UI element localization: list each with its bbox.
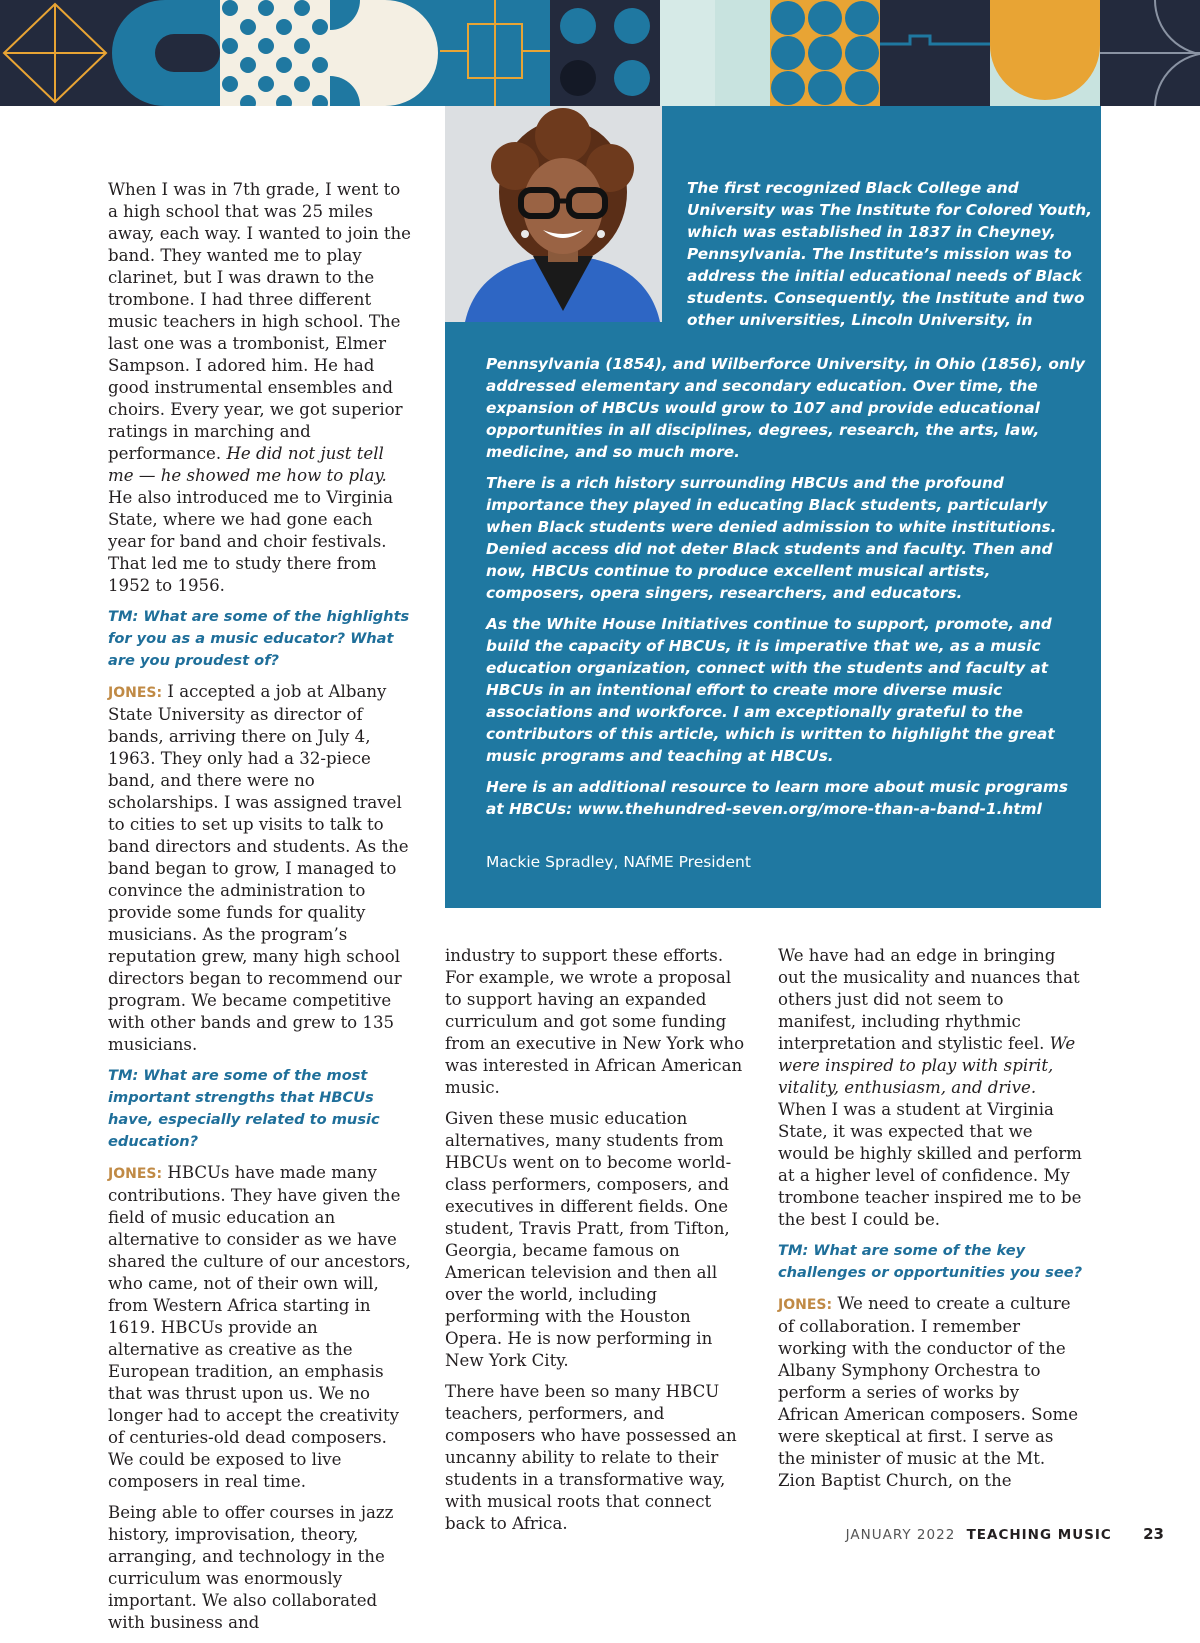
paragraph (108, 179, 414, 597)
paragraph: Being able to offer courses in jazz history, improvisation, theory, arranging, and technology in the curriculum was enormously important. We also collaborated with business and (108, 1503, 394, 1632)
paragraph (778, 1293, 1083, 1492)
paragraph (108, 681, 414, 1056)
paragraph (778, 945, 1083, 1231)
italic-quote: We were inspired to play with spirit, vitality, enthusiasm, and drive. (778, 1034, 1076, 1097)
banner-tile-mint (660, 0, 770, 106)
banner-tile-blue-circles (770, 0, 880, 106)
callout-body (486, 472, 1086, 829)
italic-quote: He did not just tell me — he showed me how to play. (108, 444, 387, 485)
banner-tile-lines (1100, 0, 1200, 106)
middle-column (445, 945, 747, 1544)
paragraph-text: When I was in 7th grade, I went to a high school that was 25 miles away, each way. I wanted to join the band. They wanted me to play clarinet, but I was drawn to the trombone. I had three different music teachers in high school. The last one was a trombonist, Elmer Sampson. I adored him. He had good instrumental ensembles and choirs. Every year, we got superior ratings in marching and performance. (108, 180, 412, 463)
paragraph: There have been so many HBCU teachers, performers, and composers who have possessed an uncanny ability to relate to their students in a transformative way, with musical roots that connect back to Africa. (445, 1382, 737, 1533)
portrait-photo (445, 106, 662, 322)
paragraph: industry to support these efforts. For example, we wrote a proposal to support having an expanded curriculum and got some funding from an executive in New York who was interested in African American music. (445, 946, 745, 1097)
callout-paragraph: There is a rich history surrounding HBCUs and the profound importance they played in educating Black students, particularly when Black students were denied admission to white institutions. Denied access did not deter Black students and faculty. Then and now, HBCUs continue to produce excellent musical artists, composers, opera singers, researchers, and educators. (486, 474, 1057, 602)
paragraph-text: We have had an edge in bringing out the musicality and nuances that others just did not seem to manifest, including rhythmic interpretation and stylistic feel. (778, 946, 1080, 1053)
left-column (108, 179, 414, 1643)
banner-tile-dots (220, 0, 330, 106)
paragraph-text: When I was a student at Virginia State, it was expected that we would be highly skilled and perform at a higher level of confidence. My trombone teacher inspired me to be the best I could be. (778, 1100, 1082, 1229)
president-message-box (445, 106, 1101, 908)
banner-tile-squares (440, 0, 550, 106)
banner-tile-diamond (0, 0, 110, 106)
paragraph (108, 1162, 414, 1493)
answer-text: We need to create a culture of collaboration. I remember working with the conductor of the Albany Symphony Orchestra to perform a series of works by African American composers. Some were skeptical at first. I serve as the minister of music at the Mt. Zion Baptist Church, on the (778, 1294, 1079, 1490)
interview-question: TM: What are some of the most important strengths that HBCUs have, especially related to music education? (108, 1067, 380, 1150)
issue-date: JANUARY 2022 (845, 1527, 956, 1543)
page-number: 23 (1143, 1525, 1164, 1543)
banner-tile-line (880, 0, 990, 106)
speaker-label: JONES: (108, 685, 163, 701)
interview-question: TM: What are some of the highlights for you as a music educator? What are you proudest of? (108, 608, 410, 669)
answer-text: I accepted a job at Albany State University as director of bands, arriving there on July 4, 1963. They only had a 32-piece band, and there were no scholarships. I was assigned travel to cities to set up visits to talk to band directors and students. As the band began to grow, I managed to convince the administration to provide some funds for quality musicians. As the program’s reputation grew, many high school directors began to recommend our program. We became competitive with other bands and grew to 135 musicians. (108, 682, 409, 1054)
decorative-header-banner (0, 0, 1200, 106)
banner-tile-capsule (110, 0, 220, 106)
paragraph: Given these music education alternatives, many students from HBCUs went on to become world-class performers, composers, and executives in different fields. One student, Travis Pratt, from Tifton, Georgia, became famous on American television and then all over the world, including performing with the Houston Opera. He is now performing in New York City. (445, 1109, 732, 1370)
callout-intro-text: The first recognized Black College and University was The Institute for Colored Youth, which was established in 1837 in Cheyney, Pennsylvania. The Institute’s mission was to address the initial educational needs of Black students. Consequently, the Institute and two other universities, Lincoln University, in (687, 179, 1093, 329)
callout-signature: Mackie Spradley, NAfME President (486, 853, 751, 871)
speaker-label: JONES: (778, 1297, 833, 1313)
callout-paragraph: As the White House Initiatives continue to support, promote, and build the capacity of HBCUs, it is imperative that we, as a music education organization, connect with the students and faculty at HBCUs in an intentional effort to create more diverse music associations and workforce. I am exceptionally grateful to the contributors of this article, which is written to highlight the great music programs and teaching at HBCUs. (486, 615, 1055, 765)
magazine-name: TEACHING MUSIC (966, 1527, 1112, 1543)
answer-text: HBCUs have made many contributions. They have given the field of music education an alternative to consider as we have shared the culture of our ancestors, who came, not of their own will, from Western Africa starting in 1619. HBCUs provide an alternative as creative as the European tradition, an emphasis that was thrust upon us. We no longer had to accept the creativity of centuries-old dead composers. We could be exposed to live composers in real time. (108, 1163, 411, 1491)
right-column (778, 945, 1083, 1501)
paragraph-text: He also introduced me to Virginia State, where we had gone each year for band and choir festivals. That led me to study there from 1952 to 1956. (108, 488, 393, 595)
page-footer (846, 1525, 1164, 1543)
banner-tile-circles (550, 0, 660, 106)
interview-question: TM: What are some of the key challenges or opportunities you see? (778, 1242, 1083, 1281)
banner-tile-arcs (330, 0, 440, 106)
banner-tile-half-circle (990, 0, 1100, 106)
callout-resource-link[interactable]: Here is an additional resource to learn more about music programs at HBCUs: www.thehundred-seven.org/more-than-a-band-1.html (486, 778, 1068, 818)
speaker-label: JONES: (108, 1166, 163, 1182)
callout-intro-continued: Pennsylvania (1854), and Wilberforce University, in Ohio (1856), only addressed elementary and secondary education. Over time, the expansion of HBCUs would grow to 107 and provide educational opportunities in all disciplines, degrees, research, the arts, law, medicine, and so much more. (486, 355, 1085, 461)
